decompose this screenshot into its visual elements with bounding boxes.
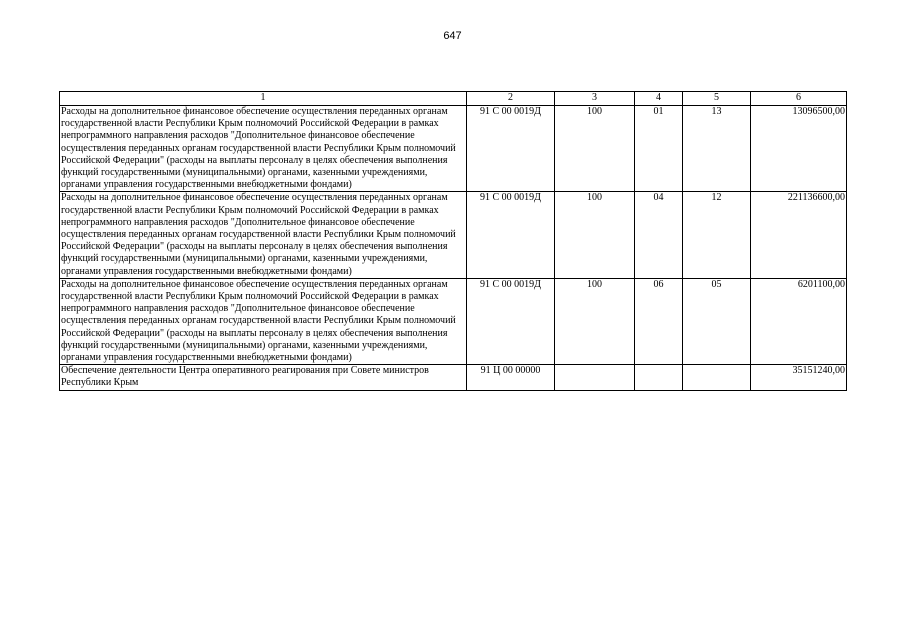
row-col5: 12 xyxy=(683,192,751,278)
budget-table xyxy=(59,91,847,391)
page-number: 647 xyxy=(443,30,462,42)
row-name: Обеспечение деятельности Центра оперативного реагирования при Совете министров Республики Крым xyxy=(60,365,467,390)
row-amount: 221136600,00 xyxy=(751,192,847,278)
row-name: Расходы на дополнительное финансовое обеспечение осуществления переданных органам государственной власти Республики Крым полномочий Российской Федерации в рамках непрограммного направления расходов "Дополнительное финансовое обеспечение осуществления переданных органам государственной власти Республики Крым полномочий Российской Федерации" (расходы на выплаты персоналу в целях обеспечения выполнения функций государственными (муниципальными) органами, казенными учреждениями, органами управления государственными внебюджетными фондами) xyxy=(60,278,467,364)
column-header-4: 4 xyxy=(635,92,683,106)
column-header-3: 3 xyxy=(555,92,635,106)
row-code: 91 Ц 00 00000 xyxy=(467,365,555,390)
row-code: 91 С 00 0019Д xyxy=(467,106,555,192)
column-header-6: 6 xyxy=(751,92,847,106)
row-col5 xyxy=(683,365,751,390)
row-amount: 35151240,00 xyxy=(751,365,847,390)
row-col4: 04 xyxy=(635,192,683,278)
row-col3 xyxy=(555,365,635,390)
table-row xyxy=(60,106,847,192)
row-code: 91 С 00 0019Д xyxy=(467,278,555,364)
table-row xyxy=(60,278,847,364)
row-col4 xyxy=(635,365,683,390)
row-name: Расходы на дополнительное финансовое обеспечение осуществления переданных органам государственной власти Республики Крым полномочий Российской Федерации в рамках непрограммного направления расходов "Дополнительное финансовое обеспечение осуществления переданных органам государственной власти Республики Крым полномочий Российской Федерации" (расходы на выплаты персоналу в целях обеспечения выполнения функций государственными (муниципальными) органами, казенными учреждениями, органами управления государственными внебюджетными фондами) xyxy=(60,106,467,192)
row-col5: 13 xyxy=(683,106,751,192)
table-row xyxy=(60,192,847,278)
row-amount: 13096500,00 xyxy=(751,106,847,192)
column-header-5: 5 xyxy=(683,92,751,106)
row-col3: 100 xyxy=(555,106,635,192)
row-col3: 100 xyxy=(555,278,635,364)
column-header-2: 2 xyxy=(467,92,555,106)
column-header-1: 1 xyxy=(60,92,467,106)
row-col4: 06 xyxy=(635,278,683,364)
row-code: 91 С 00 0019Д xyxy=(467,192,555,278)
row-col4: 01 xyxy=(635,106,683,192)
row-col3: 100 xyxy=(555,192,635,278)
row-amount: 6201100,00 xyxy=(751,278,847,364)
row-name: Расходы на дополнительное финансовое обеспечение осуществления переданных органам государственной власти Республики Крым полномочий Российской Федерации в рамках непрограммного направления расходов "Дополнительное финансовое обеспечение осуществления переданных органам государственной власти Республики Крым полномочий Российской Федерации" (расходы на выплаты персоналу в целях обеспечения выполнения функций государственными (муниципальными) органами, казенными учреждениями, органами управления государственными внебюджетными фондами) xyxy=(60,192,467,278)
table-header-row xyxy=(60,92,847,106)
row-col5: 05 xyxy=(683,278,751,364)
table-row xyxy=(60,365,847,390)
